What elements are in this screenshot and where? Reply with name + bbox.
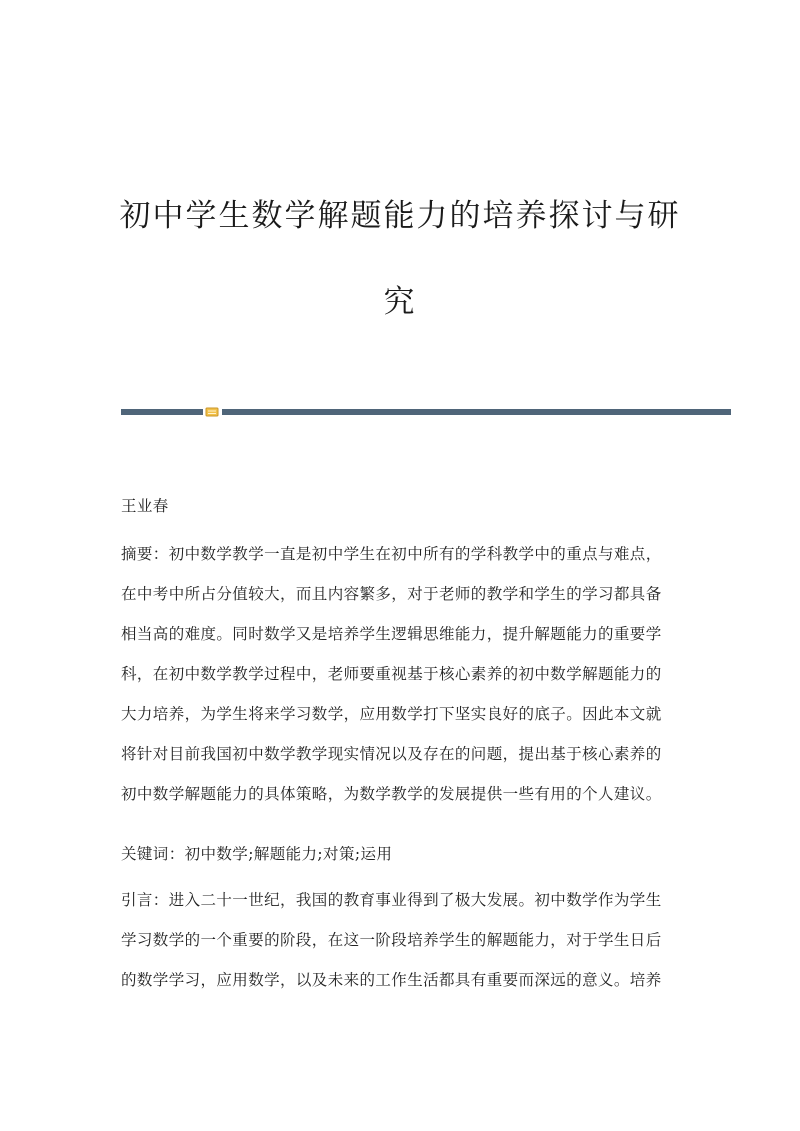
abstract-line: 将针对目前我国初中数学教学现实情况以及存在的问题，提出基于核心素养的 xyxy=(121,745,662,763)
abstract-line: 初中数学解题能力的具体策略，为数学教学的发展提供一些有用的个人建议。 xyxy=(121,785,662,803)
abstract-line: 摘要：初中数学教学一直是初中学生在初中所有的学科教学中的重点与难点， xyxy=(121,545,662,563)
abstract-line: 科，在初中数学教学过程中，老师要重视基于核心素养的初中数学解题能力的 xyxy=(121,665,662,683)
abstract-line: 相当高的难度。同时数学又是培养学生逻辑思维能力，提升解题能力的重要学 xyxy=(121,625,662,643)
intro-line: 引言：进入二十一世纪，我国的教育事业得到了极大发展。初中数学作为学生 xyxy=(121,891,662,909)
document-title-line-2: 究 xyxy=(383,284,417,320)
intro-line: 的数学学习，应用数学，以及未来的工作生活都具有重要而深远的意义。培养 xyxy=(121,971,662,989)
abstract-line: 大力培养，为学生将来学习数学，应用数学打下坚实良好的底子。因此本文就 xyxy=(121,705,662,723)
author-name: 王业春 xyxy=(121,497,169,515)
intro-line: 学习数学的一个重要的阶段，在这一阶段培养学生的解题能力，对于学生日后 xyxy=(121,931,662,949)
document-title-line-1: 初中学生数学解题能力的培养探讨与研 xyxy=(119,198,681,234)
keywords-line: 关键词：初中数学;解题能力;对策;运用 xyxy=(121,845,393,863)
title-divider-left xyxy=(121,409,203,415)
title-divider-right xyxy=(222,409,731,415)
abstract-line: 在中考中所占分值较大，而且内容繁多，对于老师的教学和学生的学习都具备 xyxy=(121,585,662,603)
divider-ornament-icon xyxy=(205,407,219,417)
